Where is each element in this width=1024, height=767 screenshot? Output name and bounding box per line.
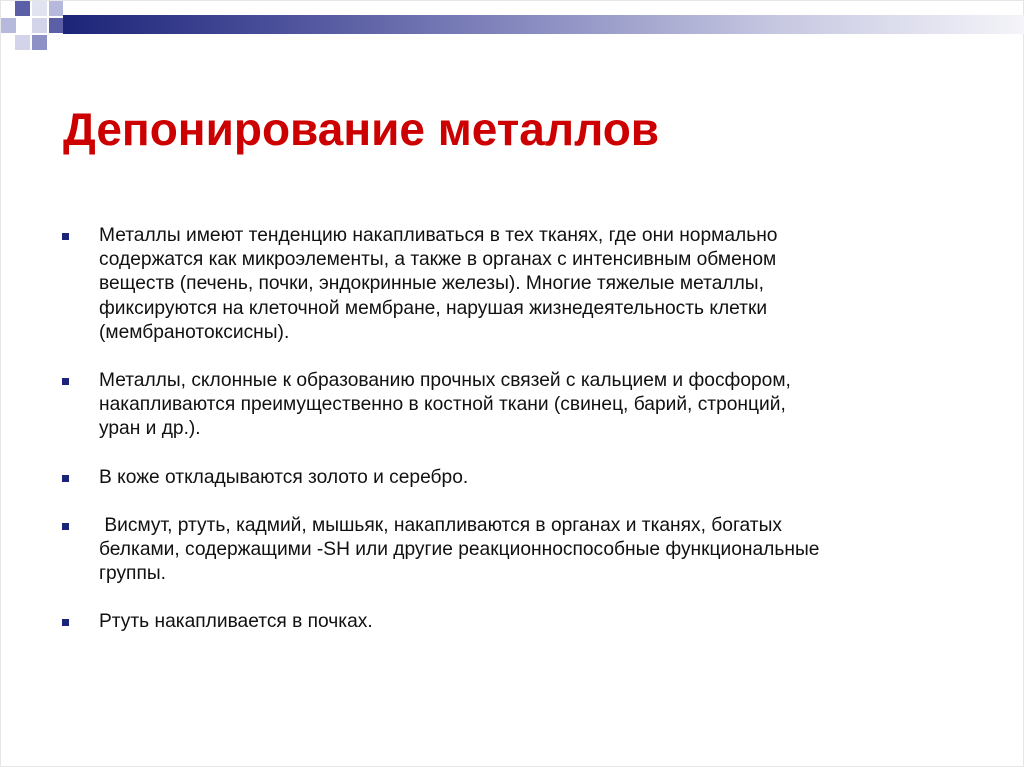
list-item: [59, 224, 959, 345]
decor-square: [32, 18, 47, 33]
decor-square: [49, 1, 63, 16]
decor-square: [1, 18, 16, 33]
square-bullet-icon: [62, 619, 69, 626]
bullet-text: Ртуть накапливается в почках.: [99, 611, 373, 633]
bullet-list: [59, 224, 959, 659]
bullet-text: Висмут, ртуть, кадмий, мышьяк, накапливаются в органах и тканях, богатых белками, содержащими -SH или другие реакционноспособные функциональные группы.: [99, 514, 820, 585]
slide-title: Депонирование металлов: [63, 103, 660, 155]
header-gradient-bar: [63, 15, 1024, 34]
bullet-text: Металлы имеют тенденцию накапливаться в тех тканях, где они нормально содержатся как микроэлементы, а также в органах с интенсивным обменом веществ (печень, почки, эндокринные железы). Многие тяжелые металлы, фиксируются на клеточной мембране, нарушая жизнедеятельность клетки (мембранотоксисны).: [99, 225, 778, 343]
square-bullet-icon: [62, 378, 69, 385]
square-bullet-icon: [62, 475, 69, 482]
decor-square: [32, 35, 47, 50]
decor-square: [32, 1, 47, 16]
list-item: [59, 610, 959, 634]
list-item: [59, 369, 959, 442]
list-item: [59, 514, 959, 587]
list-item: [59, 466, 959, 490]
square-bullet-icon: [62, 233, 69, 240]
square-bullet-icon: [62, 523, 69, 530]
decor-square: [49, 18, 63, 33]
decor-square: [15, 35, 30, 50]
bullet-text: Металлы, склонные к образованию прочных связей с кальцием и фосфором, накапливаются преимущественно в костной ткани (свинец, барий, стронций, уран и др.).: [99, 370, 791, 440]
bullet-text: В коже откладываются золото и серебро.: [99, 466, 469, 488]
decor-square: [15, 1, 30, 16]
